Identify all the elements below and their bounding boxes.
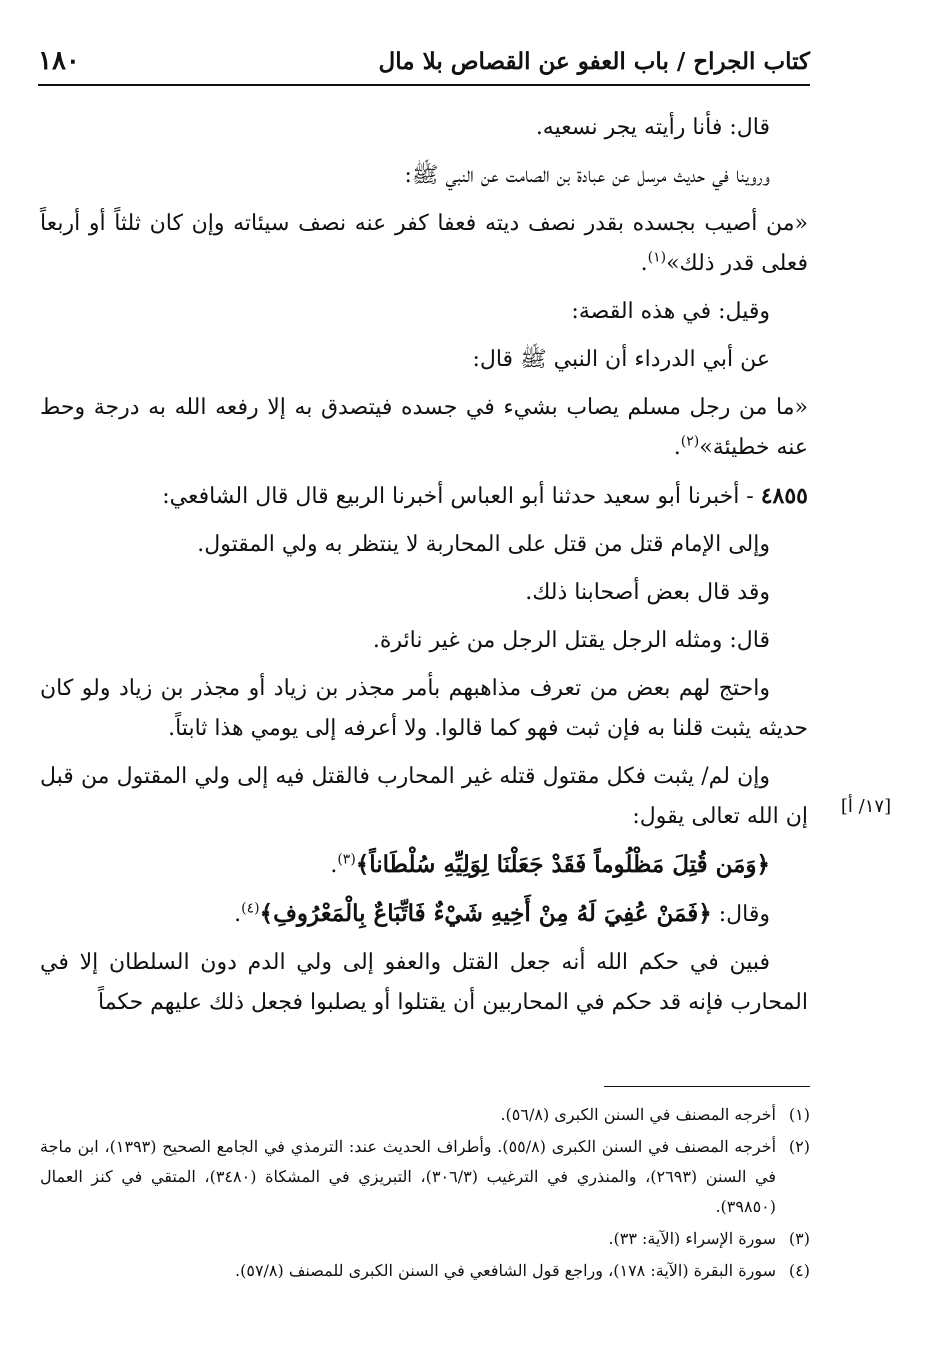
footnote-divider bbox=[604, 1086, 810, 1087]
footnote: (٤) سورة البقرة (الآية: ١٧٨)، وراجع قول الشافعي في السنن الكبرى للمصنف (٥٧/٨). bbox=[235, 1261, 810, 1280]
running-title: كتاب الجراح / باب العفو عن القصاص بلا مال bbox=[378, 47, 810, 75]
hadith-quote: «ما من رجل مسلم يصاب بشيء في جسده فيتصدق به إلا رفعه الله به درجة وحط عنه خطيئة»$^{(٢)}$. bbox=[40, 395, 808, 460]
footnote: (١) أخرجه المصنف في السنن الكبرى (٥٦/٨). bbox=[500, 1105, 810, 1124]
paragraph: واحتج لهم بعض من تعرف مذاهبهم بأمر مجذر بن زياد أو مجذر بن زياد ولو كان حديثه يثبت قلنا به فإن ثبت فهو كما قالوا. ولا أعرفه إلى يومي هذا ثابتاً. bbox=[40, 676, 808, 741]
paragraph: وإن لم/ يثبت فكل مقتول قتله غير المحارب فالقتل فيه إلى ولي المقتول من قبل إن الله تعالى يقول: bbox=[40, 764, 808, 829]
page-header bbox=[38, 38, 810, 86]
marginal-folio-note: [١٧/ أ] bbox=[840, 796, 892, 817]
paragraph: وقيل: في هذه القصة: bbox=[571, 299, 770, 324]
footnote-ref: (٣) bbox=[337, 851, 356, 868]
footnote-ref: (٢) bbox=[680, 433, 700, 450]
quran-verse: وقال: ﴿فَمَنْ عُفِيَ لَهُ مِنْ أَخِيهِ شَيْءٌ فَاتِّبَاعٌ بِالْمَعْرُوفِ﴾$^{(٤)}$. bbox=[234, 900, 770, 927]
quran-verse: ﴿وَمَن قُتِلَ مَظْلُوماً فَقَدْ جَعَلْنَا لِوَلِيِّهِ سُلْطَاناً﴾$^{(٣)}$. bbox=[330, 851, 770, 878]
paragraph: وقد قال بعض أصحابنا ذلك. bbox=[525, 580, 770, 605]
numbered-report: ٤٨٥٥ - أخبرنا أبو سعيد حدثنا أبو العباس أخبرنا الربيع قال قال الشافعي: bbox=[162, 483, 808, 509]
footnote: (٢) أخرجه المصنف في السنن الكبرى (٥٥/٨). وأطراف الحديث عند: الترمذي في الجامع الصحيح (١٣٩٣)، ابن ماجة في السنن (٢٦٩٣)، والمنذري في الترغيب (٣٠٦/٣)، التبريزي في المشكاة (٣٤٨٠)، المتقي في كنز العمال (٣٩٨٥٠). bbox=[40, 1137, 810, 1216]
paragraph: وروينا في حديث مرسل عن عبادة بن الصامت عن النبي ﷺ: bbox=[404, 163, 770, 188]
footnote: (٣) سورة الإسراء (الآية: ٣٣). bbox=[608, 1229, 810, 1248]
report-number: ٤٨٥٥ bbox=[760, 483, 808, 509]
paragraph: عن أبي الدرداء أن النبي ﷺ قال: bbox=[472, 347, 770, 372]
footnote-ref: (٤) bbox=[241, 900, 260, 917]
paragraph: قال: فأنا رأيته يجر نسعيه. bbox=[535, 115, 770, 140]
footnotes bbox=[40, 1100, 810, 1288]
paragraph: فبين في حكم الله أنه جعل القتل والعفو إلى ولي الدم دون السلطان إلا في المحارب فإنه قد حكم في المحاربين أن يقتلوا أو يصلبوا فجعل ذلك عليهم حكماً bbox=[40, 950, 808, 1015]
paragraph: قال: ومثله الرجل يقتل الرجل من غير نائرة. bbox=[372, 628, 770, 653]
page-number: ١٨٠ bbox=[38, 46, 80, 76]
footnote-ref: (١) bbox=[647, 249, 667, 266]
hadith-quote: «من أصيب بجسده بقدر نصف ديته فعفا كفر عنه نصف سيئاته وإن كان ثلثاً أو أربعاً فعلى قدر ذلك»$^{(١)}$. bbox=[40, 211, 808, 276]
main-text bbox=[40, 108, 808, 1031]
paragraph: وإلى الإمام قتل من قتل على المحاربة لا ينتظر به ولي المقتول. bbox=[197, 532, 770, 557]
